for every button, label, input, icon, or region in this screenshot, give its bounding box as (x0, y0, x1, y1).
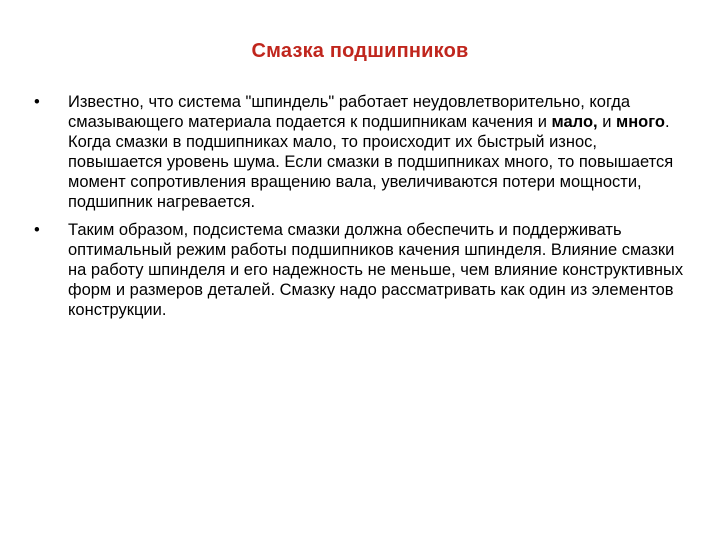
bullet-marker: • (34, 221, 40, 239)
bullet-text-part: и (597, 113, 616, 131)
bullet-text-emphasis-much: много (616, 113, 665, 131)
bullet-text-part: . Когда смазки в подшипниках мало, то происходит их быстрый износ, повышается уровень шума. Если смазки в подшипниках много, то повышается момент сопротивления вращению вала, увеличиваются потери мощности, подшипник нагревается. (68, 113, 674, 211)
bullet-marker: • (34, 93, 40, 111)
bullet-list (34, 92, 684, 328)
bullet-text-part: Известно, что система "шпиндель" работает неудовлетворительно, когда смазывающего материала подается к подшипникам качения и (68, 93, 631, 131)
slide-title: Смазка подшипников (251, 40, 469, 62)
bullet-item-1 (34, 92, 684, 212)
bullet-text: Таким образом, подсистема смазки должна обеспечить и поддерживать оптимальный режим работы подшипников качения шпинделя. Влияние смазки на работу шпинделя и его надежность не меньше, чем влияние конструктивных форм и размеров деталей. Смазку надо рассматривать как один из элементов конструкции. (68, 221, 684, 319)
bullet-text-emphasis-little: мало, (551, 113, 598, 131)
bullet-item-2 (34, 220, 684, 320)
